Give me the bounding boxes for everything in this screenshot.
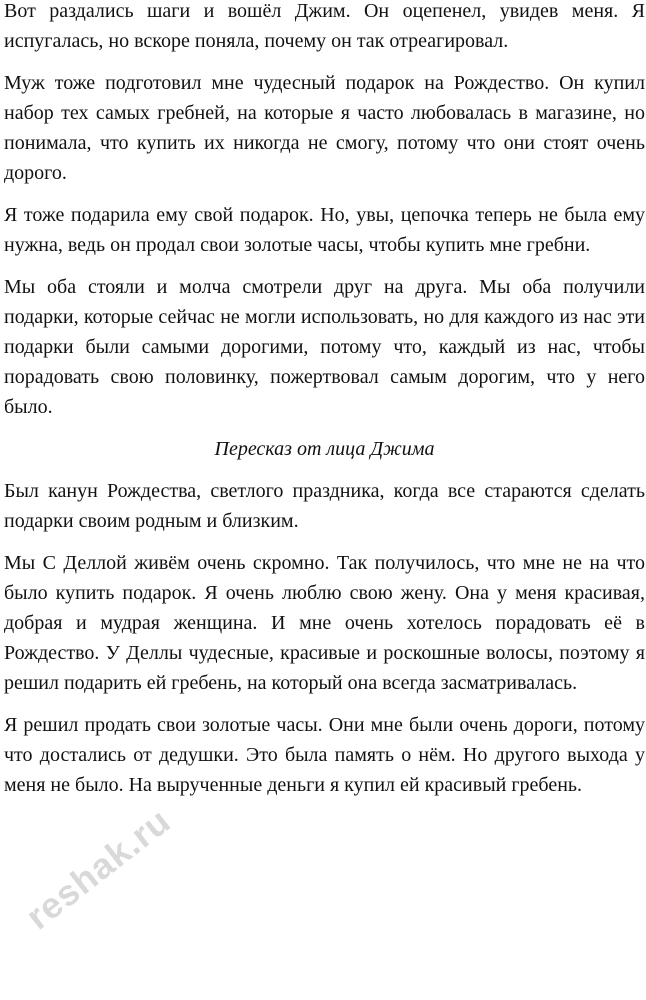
document-page (4, 0, 645, 812)
paragraph-sold-watch: Я решил продать свои золотые часы. Они мне были очень дороги, потому что достались от дедушки. Это была память о нём. Но другого выхода у меня не было. На вырученные деньги я купил ей красивый гребень. (4, 714, 645, 796)
paragraph-her-gift: Я тоже подарила ему свой подарок. Но, увы, цепочка теперь не была ему нужна, ведь он продал свои золотые часы, чтобы купить мне гребни. (4, 204, 645, 256)
paragraph-jim-enters: Вот раздались шаги и вошёл Джим. Он оцепенел, увидев меня. Я испугалась, но вскоре поняла, почему он так отреагировал. (4, 0, 645, 52)
paragraph-christmas-eve: Был канун Рождества, светлого праздника, когда все стараются сделать подарки своим родным и близким. (4, 480, 645, 532)
paragraph-both-stood: Мы оба стояли и молча смотрели друг на друга. Мы оба получили подарки, которые сейчас не могли использовать, но для каждого из нас эти подарки были самыми дорогими, потому что, каждый из нас, чтобы порадовать свою половинку, пожертвовал самым дорогим, что у него было. (4, 276, 645, 418)
section-heading: Пересказ от лица Джима (214, 438, 435, 460)
paragraph-della-life: Мы С Деллой живём очень скромно. Так получилось, что мне не на что было купить подарок. Я очень люблю свою жену. Она у меня красивая, добрая и мудрая женщина. И мне очень хотелось порадовать её в Рождество. У Деллы чудесные, красивые и роскошные волосы, поэтому я решил подарить ей гребень, на который она всегда засматривалась. (4, 552, 645, 694)
watermark: reshak.ru (18, 799, 179, 938)
paragraph-husband-gift: Муж тоже подготовил мне чудесный подарок на Рождество. Он купил набор тех самых гребней, на которые я часто любовалась в магазине, но понимала, что купить их никогда не смогу, потому что они стоят очень дорого. (4, 72, 645, 184)
